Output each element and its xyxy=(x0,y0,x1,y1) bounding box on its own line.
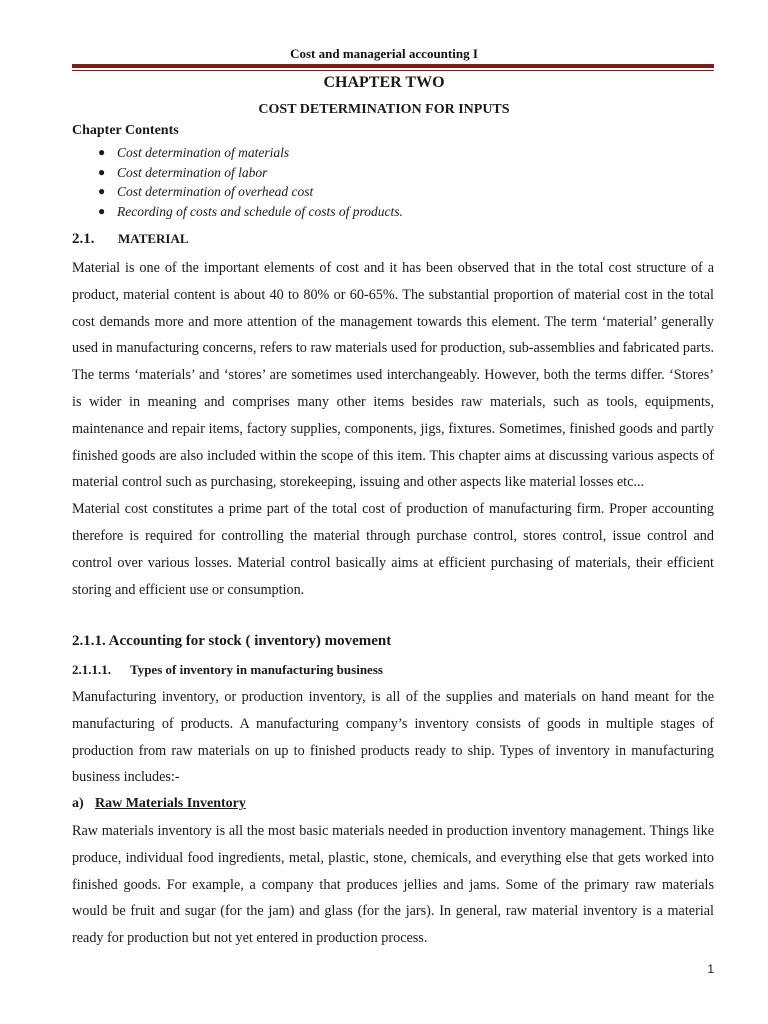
chapter-subtitle: COST DETERMINATION FOR INPUTS xyxy=(258,102,510,117)
paragraph: Raw materials inventory is all the most basic materials needed in production inventory management. Things like produce, individual food ingredients, metal, plastic, stone, chemicals, and everything else that gets worked into finished goods. For example, a company that produces jellies and jams. Some of the primary raw materials would be fruit and sugar (for the jam) and glass (for the jars). In general, raw material inventory is a material ready for production but not yet entered in production process. xyxy=(72,823,714,947)
contents-list xyxy=(72,143,403,221)
bullet-icon: ● xyxy=(98,203,106,218)
bullet-icon: ● xyxy=(98,164,106,179)
list-item-text: Recording of costs and schedule of costs of products. xyxy=(117,203,403,219)
paragraph: Manufacturing inventory, or production inventory, is all of the supplies and materials on hand meant for the manufacturing of products. A manufacturing company’s inventory consists of goods in multiple stages of production from raw materials on up to finished products ready to ship. Types of inventory in manufacturing business includes:- xyxy=(72,689,714,786)
list-item xyxy=(72,202,403,222)
inventory-types-body xyxy=(72,684,714,791)
running-header: Cost and managerial accounting I xyxy=(290,46,478,61)
bullet-icon: ● xyxy=(98,184,106,199)
page-number: 1 xyxy=(707,962,714,976)
list-item-text: Cost determination of overhead cost xyxy=(117,184,314,200)
subsubsection-heading-inventory-types xyxy=(72,662,383,678)
header-rule-thin xyxy=(72,70,714,71)
raw-materials-body xyxy=(72,818,714,952)
item-letter: a) xyxy=(72,796,84,811)
subsubsection-title: Types of inventory in manufacturing business xyxy=(130,662,383,677)
list-item xyxy=(72,163,403,183)
list-item xyxy=(72,182,403,202)
paragraph: Material cost constitutes a prime part of the total cost of production of manufacturing firm. Proper accounting therefore is required for controlling the material through purchase control, stores control, issue control and control over various losses. Material control basically aims at efficient purchasing of materials, their efficient storing and efficient use or consumption. xyxy=(72,501,714,598)
item-label: Raw Materials Inventory xyxy=(95,796,246,811)
subsection-heading-stock-movement: 2.1.1. Accounting for stock ( inventory) movement xyxy=(72,633,392,649)
contents-heading: Chapter Contents xyxy=(72,123,179,138)
list-item-text: Cost determination of materials xyxy=(117,145,290,160)
material-body xyxy=(72,255,714,603)
list-item xyxy=(72,143,403,163)
section-heading-material xyxy=(72,231,189,248)
item-heading-raw-materials xyxy=(72,796,246,812)
list-item-text: Cost determination of labor xyxy=(117,164,268,180)
section-number: 2.1. xyxy=(72,231,95,247)
header-rule xyxy=(72,64,714,68)
chapter-title: CHAPTER TWO xyxy=(323,74,445,91)
bullet-icon: ● xyxy=(98,145,106,159)
paragraph: Material is one of the important elements of cost and it has been observed that in the total cost structure of a product, material content is about 40 to 80% or 60-65%. The substantial proportion of material cost in the total cost demands more and more attention of the management towards this element. The term ‘material’ generally used in manufacturing concerns, refers to raw materials used for production, sub-assemblies and fabricated parts. The terms ‘materials’ and ‘stores’ are sometimes used interchangeably. However, both the terms differ. ‘Stores’ is wider in meaning and comprises many other items besides raw materials, such as tools, equipments, maintenance and repair items, factory supplies, components, jigs, fixtures. Sometimes, finished goods and partly finished goods are also included within the scope of this item. This chapter aims at discussing various aspects of material control such as purchasing, storekeeping, issuing and other aspects like material losses etc... xyxy=(72,260,714,491)
subsubsection-number: 2.1.1.1. xyxy=(72,662,111,677)
section-title: MATERIAL xyxy=(118,231,189,246)
